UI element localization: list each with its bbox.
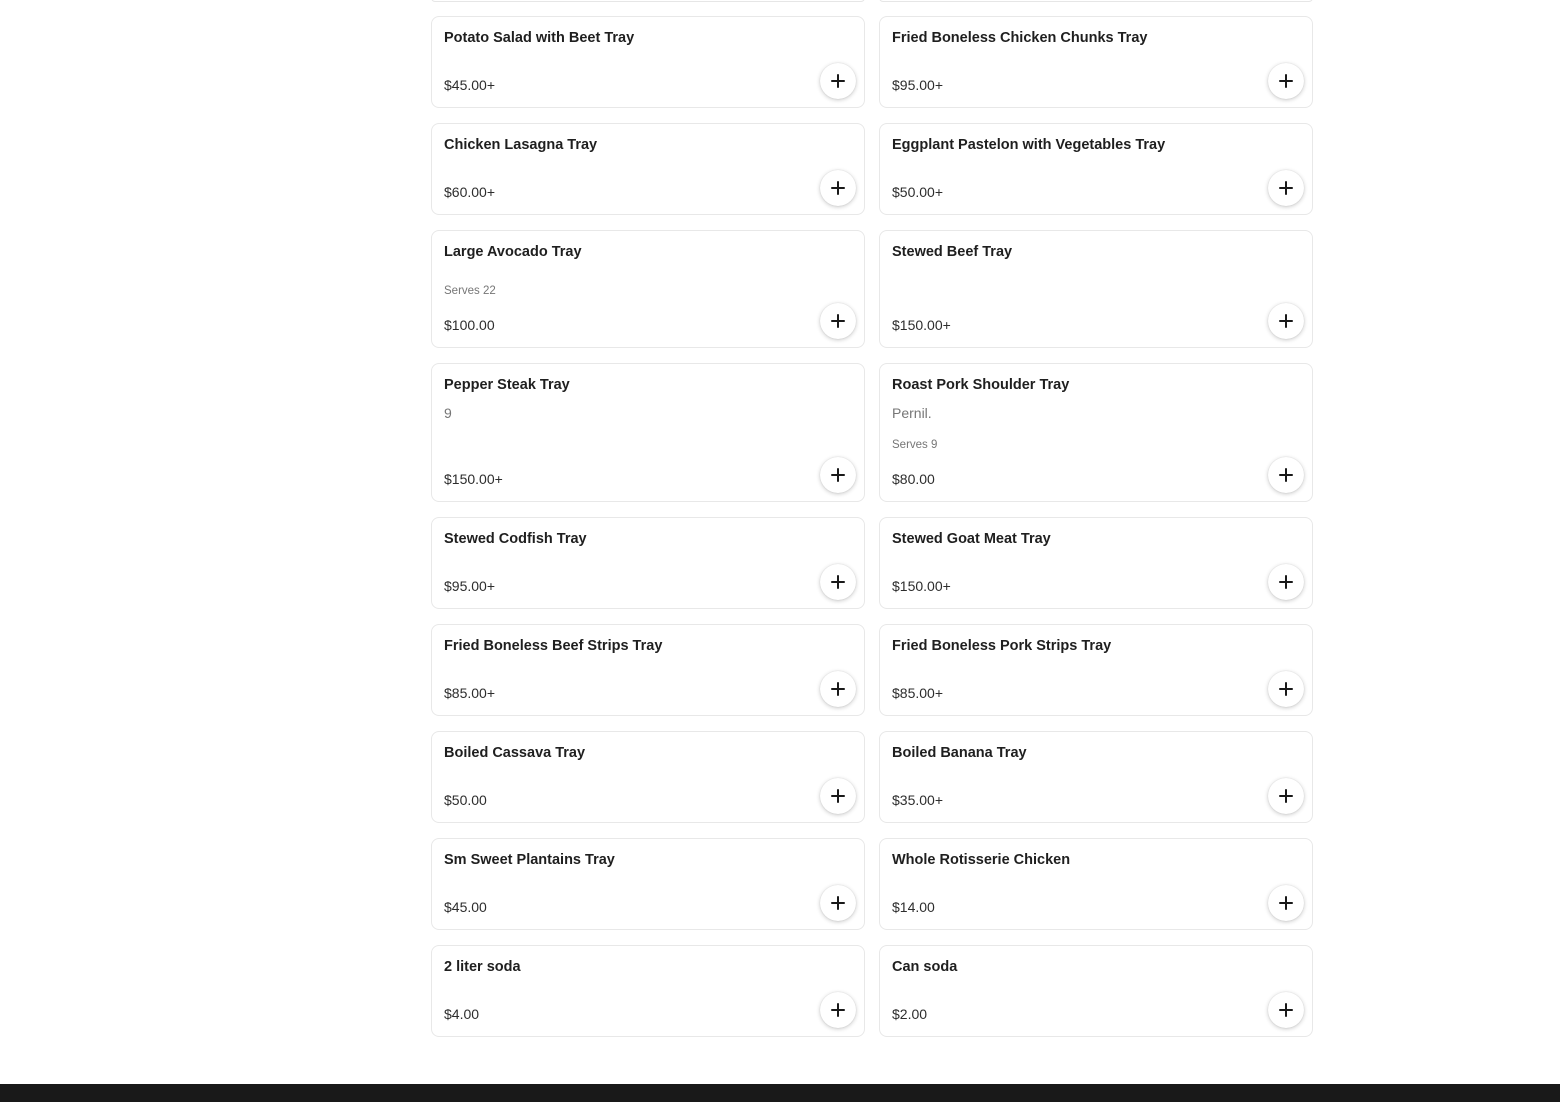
add-item-button[interactable] — [1268, 170, 1304, 206]
add-item-button[interactable] — [1268, 303, 1304, 339]
menu-item-name: Stewed Beef Tray — [892, 244, 1013, 260]
add-item-button[interactable] — [1268, 778, 1304, 814]
menu-item-name: 2 liter soda — [444, 959, 521, 975]
menu-item-price: $2.00 — [892, 1006, 928, 1022]
add-item-button[interactable] — [820, 170, 856, 206]
menu-item-card[interactable] — [431, 624, 865, 716]
menu-item-name: Roast Pork Shoulder Tray — [892, 377, 1070, 393]
menu-item-name: Eggplant Pastelon with Vegetables Tray — [892, 137, 1166, 153]
menu-item-name: Chicken Lasagna Tray — [444, 137, 598, 153]
menu-item-price: $100.00 — [444, 317, 495, 333]
menu-item-price: $150.00+ — [892, 317, 951, 333]
menu-item-card[interactable] — [879, 624, 1313, 716]
menu-item-card[interactable] — [879, 16, 1313, 108]
add-item-button[interactable] — [1268, 63, 1304, 99]
add-item-button[interactable] — [820, 564, 856, 600]
menu-item-price: $150.00+ — [444, 471, 503, 487]
menu-item-description: 9 — [444, 405, 452, 421]
add-item-button[interactable] — [820, 303, 856, 339]
menu-item-name: Stewed Codfish Tray — [444, 531, 587, 547]
add-item-button[interactable] — [1268, 992, 1304, 1028]
menu-item-price: $35.00+ — [892, 792, 943, 808]
add-item-button[interactable] — [820, 63, 856, 99]
menu-item-serves: Serves 22 — [444, 285, 496, 297]
menu-item-price: $95.00+ — [444, 578, 495, 594]
menu-item-card[interactable] — [879, 731, 1313, 823]
menu-item-card[interactable] — [431, 945, 865, 1037]
menu-item-description: Pernil. — [892, 405, 932, 421]
add-item-button[interactable] — [1268, 457, 1304, 493]
menu-item-price: $95.00+ — [892, 77, 943, 93]
menu-item-price: $150.00+ — [892, 578, 951, 594]
menu-item-card[interactable] — [879, 517, 1313, 609]
menu-item-price: $14.00 — [892, 899, 935, 915]
add-item-button[interactable] — [1268, 885, 1304, 921]
menu-item-name: Can soda — [892, 959, 958, 975]
menu-item-price: $50.00+ — [892, 184, 943, 200]
menu-item-card[interactable] — [431, 838, 865, 930]
add-item-button[interactable] — [1268, 671, 1304, 707]
menu-item-card[interactable] — [431, 731, 865, 823]
menu-item-price: $4.00 — [444, 1006, 480, 1022]
previous-card-edge — [431, 0, 865, 2]
menu-item-price: $50.00 — [444, 792, 487, 808]
previous-card-edge — [879, 0, 1313, 2]
menu-item-name: Large Avocado Tray — [444, 244, 582, 260]
menu-item-price: $45.00+ — [444, 77, 495, 93]
menu-item-card[interactable] — [431, 363, 865, 502]
menu-item-name: Fried Boneless Pork Strips Tray — [892, 638, 1112, 654]
menu-item-serves: Serves 9 — [892, 439, 938, 451]
menu-item-name: Potato Salad with Beet Tray — [444, 30, 635, 46]
menu-item-name: Fried Boneless Beef Strips Tray — [444, 638, 663, 654]
add-item-button[interactable] — [820, 671, 856, 707]
menu-item-card[interactable] — [879, 838, 1313, 930]
add-item-button[interactable] — [820, 457, 856, 493]
add-item-button[interactable] — [820, 992, 856, 1028]
menu-item-name: Pepper Steak Tray — [444, 377, 570, 393]
footer — [0, 1084, 1560, 1102]
menu-item-name: Stewed Goat Meat Tray — [892, 531, 1051, 547]
menu-item-name: Sm Sweet Plantains Tray — [444, 852, 615, 868]
menu-item-price: $85.00+ — [892, 685, 943, 701]
menu-item-price: $85.00+ — [444, 685, 495, 701]
add-item-button[interactable] — [820, 885, 856, 921]
menu-item-price: $45.00 — [444, 899, 487, 915]
menu-item-card[interactable] — [431, 123, 865, 215]
menu-item-name: Boiled Banana Tray — [892, 745, 1027, 761]
menu-item-card[interactable] — [431, 230, 865, 348]
menu-item-card[interactable] — [431, 16, 865, 108]
add-item-button[interactable] — [820, 778, 856, 814]
menu-item-card[interactable] — [431, 517, 865, 609]
menu-item-card[interactable] — [879, 945, 1313, 1037]
menu-item-card[interactable] — [879, 123, 1313, 215]
add-item-button[interactable] — [1268, 564, 1304, 600]
menu-item-name: Boiled Cassava Tray — [444, 745, 586, 761]
menu-item-card[interactable] — [879, 230, 1313, 348]
menu-item-name: Whole Rotisserie Chicken — [892, 852, 1071, 868]
menu-item-price: $80.00 — [892, 471, 935, 487]
menu-item-price: $60.00+ — [444, 184, 495, 200]
menu-item-name: Fried Boneless Chicken Chunks Tray — [892, 30, 1148, 46]
menu-item-card[interactable] — [879, 363, 1313, 502]
